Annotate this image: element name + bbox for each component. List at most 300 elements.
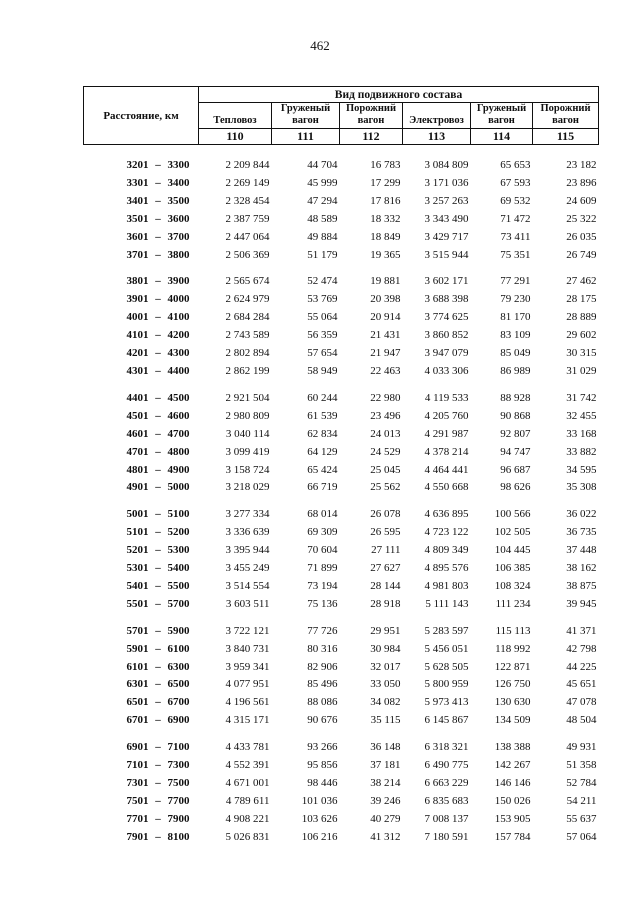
distance-range-cell [84,229,199,247]
tariff-value-cell: 3 343 490 [424,212,469,225]
tariff-value-cell: 54 211 [566,794,597,807]
distance-to: 3600 [167,212,190,225]
distance-to: 4900 [167,463,190,476]
tariff-value-cell: 77 291 [500,275,531,288]
table-row [84,739,599,757]
tariff-value-cell: 58 949 [307,364,338,377]
distance-from: 3601 [126,230,149,243]
tariff-value-cell: 6 145 867 [424,714,469,727]
tariff-value-cell: 88 086 [307,696,338,709]
tariff-value-cell: 4 789 611 [225,794,270,807]
tariff-value-cell: 32 455 [566,409,597,422]
tariff-value-cell: 35 115 [370,714,401,727]
table-row [84,229,599,247]
table-row [84,524,599,542]
distance-to: 7300 [167,759,190,772]
tariff-value-cell: 3 774 625 [424,311,469,324]
table-row [84,694,599,712]
tariff-value-cell: 24 013 [370,427,401,440]
distance-from: 5301 [126,562,149,575]
distance-from: 7901 [126,830,149,843]
tariff-value-cell: 2 862 199 [225,364,270,377]
tariff-value-cell: 96 687 [500,463,531,476]
table-header [84,87,599,145]
range-dash: – [155,275,161,288]
distance-to: 5700 [167,597,190,610]
tariff-value-cell: 4 315 171 [225,714,270,727]
column-header-name: Груженый вагон [272,103,340,129]
tariff-value-cell: 20 398 [370,293,401,306]
distance-range-cell [84,390,199,408]
page-number: 462 [310,38,330,53]
distance-to: 4700 [167,427,190,440]
table-row [84,273,599,291]
table-row [84,641,599,659]
tariff-value-cell: 26 749 [566,248,597,261]
tariff-value-cell: 2 565 674 [225,275,270,288]
table-row [84,247,599,265]
distance-range-cell [84,560,199,578]
tariff-value-cell: 90 676 [307,714,338,727]
tariff-value-cell: 3 514 554 [225,579,270,592]
table-row [84,390,599,408]
table-row [84,542,599,560]
table-row [84,444,599,462]
tariff-value-cell: 4 378 214 [424,445,469,458]
tariff-value-cell: 19 365 [370,248,401,261]
distance-from: 5701 [126,624,149,637]
distance-from: 3501 [126,212,149,225]
tariff-value-cell: 7 180 591 [424,830,469,843]
tariff-value-cell: 52 474 [307,275,338,288]
tariff-value-cell: 36 735 [566,526,597,539]
distance-from: 4001 [126,311,149,324]
distance-to: 3700 [167,230,190,243]
tariff-value-cell: 21 947 [370,347,401,360]
tariff-value-cell: 69 309 [307,526,338,539]
tariff-value-cell: 3 688 398 [424,293,469,306]
distance-from: 5901 [126,642,149,655]
tariff-value-cell: 51 179 [307,248,338,261]
distance-to: 4500 [167,391,190,404]
distance-from: 4201 [126,347,149,360]
column-header-code: 114 [471,129,533,145]
distance-from: 4301 [126,364,149,377]
tariff-value-cell: 27 111 [371,544,401,557]
tariff-value-cell: 17 299 [370,176,401,189]
table-row [84,596,599,614]
range-dash: – [155,293,161,306]
tariff-value-cell: 7 008 137 [424,812,469,825]
tariff-value-cell: 61 539 [307,409,338,422]
range-dash: – [155,794,161,807]
distance-to: 5100 [167,508,190,521]
tariff-value-cell: 111 234 [495,597,531,610]
distance-to: 6900 [167,714,190,727]
tariff-table [83,86,599,847]
tariff-value-cell: 77 726 [307,624,338,637]
spacer-cell [84,381,599,390]
tariff-value-cell: 39 246 [370,794,401,807]
tariff-value-cell: 27 462 [566,275,597,288]
group-spacer [84,145,599,158]
group-spacer [84,381,599,390]
tariff-value-cell: 146 146 [494,777,531,789]
distance-to: 6300 [167,660,190,673]
spacer-cell [84,614,599,623]
tariff-value-cell: 36 022 [566,508,597,521]
spacer-cell [84,497,599,506]
distance-from: 7301 [126,777,149,789]
distance-to: 3900 [167,275,190,288]
tariff-value-cell: 5 026 831 [225,830,270,843]
tariff-value-cell: 25 322 [566,212,597,225]
range-dash: – [155,579,161,592]
distance-from: 4801 [126,463,149,476]
distance-range-cell [84,676,199,694]
distance-to: 5300 [167,544,190,557]
group-spacer [84,264,599,273]
table-row [84,712,599,730]
tariff-value-cell: 6 835 683 [424,794,469,807]
distance-from: 4501 [126,409,149,422]
distance-to: 3300 [167,159,190,171]
distance-range-cell [84,578,199,596]
range-dash: – [155,759,161,772]
distance-from: 3801 [126,275,149,288]
tariff-value-cell: 49 884 [307,230,338,243]
tariff-value-cell: 35 308 [566,481,597,494]
range-dash: – [155,391,161,404]
range-dash: – [155,696,161,709]
table-row [84,811,599,829]
tariff-value-cell: 38 162 [566,562,597,575]
tariff-value-cell: 3 218 029 [225,481,270,494]
tariff-value-cell: 28 144 [370,579,401,592]
spacer-cell [84,730,599,739]
range-dash: – [155,347,161,360]
tariff-value-cell: 48 504 [566,714,597,727]
range-dash: – [155,526,161,539]
tariff-value-cell: 65 424 [307,463,338,476]
distance-from: 5501 [126,597,149,610]
tariff-value-cell: 38 875 [566,579,597,592]
tariff-value-cell: 80 316 [307,642,338,655]
tariff-value-cell: 100 566 [494,508,531,521]
table-row [84,309,599,327]
range-dash: – [155,830,161,843]
tariff-value-cell: 5 800 959 [424,678,469,691]
column-header-code: 112 [340,129,403,145]
tariff-value-cell: 4 205 760 [424,409,469,422]
tariff-value-cell: 3 257 263 [424,194,469,207]
distance-from: 5001 [126,508,149,521]
tariff-value-cell: 106 385 [494,562,531,575]
tariff-value-cell: 4 033 306 [424,364,469,377]
distance-column-header: Расстояние, км [84,87,199,145]
column-header-code: 113 [403,129,471,145]
distance-range-cell [84,829,199,847]
range-dash: – [155,311,161,324]
tariff-value-cell: 26 078 [370,508,401,521]
range-dash: – [155,481,161,494]
rolling-stock-type-header: Вид подвижного состава [199,87,599,103]
tariff-value-cell: 53 769 [307,293,338,306]
distance-from: 3301 [126,176,149,189]
table-row [84,211,599,229]
tariff-value-cell: 4 550 668 [424,481,469,494]
tariff-value-cell: 4 981 803 [424,579,469,592]
distance-from: 6301 [126,678,149,691]
tariff-value-cell: 29 602 [566,329,597,342]
tariff-value-cell: 18 332 [370,212,401,225]
tariff-value-cell: 5 456 051 [424,642,469,655]
distance-from: 7501 [126,794,149,807]
tariff-value-cell: 21 431 [370,329,401,342]
tariff-value-cell: 52 784 [566,777,597,789]
table-row [84,506,599,524]
tariff-value-cell: 102 505 [494,526,531,539]
distance-to: 6100 [167,642,190,655]
tariff-value-cell: 3 158 724 [225,463,270,476]
distance-range-cell [84,345,199,363]
tariff-value-cell: 2 328 454 [225,194,270,207]
tariff-value-cell: 6 490 775 [424,759,469,772]
tariff-value-cell: 3 395 944 [225,544,270,557]
table-row [84,829,599,847]
range-dash: – [155,194,161,207]
distance-to: 5500 [167,579,190,592]
distance-to: 6700 [167,696,190,709]
column-header-name: Электровоз [403,103,471,129]
table-row [84,426,599,444]
tariff-value-cell: 3 455 249 [225,562,270,575]
tariff-value-cell: 5 283 597 [424,624,469,637]
tariff-value-cell: 108 324 [494,579,531,592]
range-dash: – [155,714,161,727]
tariff-value-cell: 44 225 [566,660,597,673]
tariff-value-cell: 40 279 [370,812,401,825]
range-dash: – [155,660,161,673]
tariff-value-cell: 27 627 [370,562,401,575]
tariff-value-cell: 3 860 852 [424,329,469,342]
tariff-value-cell: 23 496 [370,409,401,422]
range-dash: – [155,812,161,825]
distance-to: 7700 [167,794,190,807]
tariff-value-cell: 88 928 [500,391,531,404]
table-row [84,793,599,811]
range-dash: – [155,678,161,691]
tariff-value-cell: 4 119 533 [424,391,469,404]
spacer-cell [84,264,599,273]
tariff-value-cell: 90 868 [500,409,531,422]
tariff-value-cell: 20 914 [370,311,401,324]
tariff-value-cell: 70 604 [307,544,338,557]
distance-from: 6701 [126,714,149,727]
range-dash: – [155,230,161,243]
tariff-value-cell: 51 358 [566,759,597,772]
tariff-value-cell: 22 980 [370,391,401,404]
range-dash: – [155,741,161,754]
tariff-value-cell: 85 496 [307,678,338,691]
tariff-value-cell: 3 603 511 [225,597,270,610]
tariff-value-cell: 2 980 809 [225,409,270,422]
tariff-value-cell: 3 277 334 [225,508,270,521]
column-header-name: Порожний вагон [340,103,403,129]
column-header-name: Тепловоз [199,103,272,129]
distance-range-cell [84,659,199,677]
tariff-value-cell: 2 624 979 [225,293,270,306]
column-header-code: 115 [533,129,599,145]
tariff-value-cell: 3 515 944 [424,248,469,261]
distance-range-cell [84,775,199,793]
tariff-value-cell: 3 099 419 [225,445,270,458]
table-row [84,578,599,596]
distance-range-cell [84,408,199,426]
tariff-value-cell: 4 552 391 [225,759,270,772]
group-spacer [84,497,599,506]
tariff-value-cell: 25 045 [370,463,401,476]
distance-from: 4701 [126,445,149,458]
distance-to: 7100 [167,741,190,754]
distance-range-cell [84,327,199,345]
tariff-value-cell: 37 181 [370,759,401,772]
tariff-value-cell: 69 532 [500,194,531,207]
tariff-value-cell: 23 182 [566,159,597,171]
tariff-value-cell: 67 593 [500,176,531,189]
group-spacer [84,614,599,623]
tariff-value-cell: 79 230 [500,293,531,306]
table-row [84,363,599,381]
distance-range-cell [84,193,199,211]
distance-to: 7500 [167,777,190,789]
distance-range-cell [84,211,199,229]
tariff-value-cell: 66 719 [307,481,338,494]
tariff-value-cell: 56 359 [307,329,338,342]
tariff-value-cell: 5 628 505 [424,660,469,673]
distance-to: 5200 [167,526,190,539]
distance-range-cell [84,363,199,381]
tariff-value-cell: 104 445 [494,544,531,557]
tariff-value-cell: 75 136 [307,597,338,610]
table-row [84,291,599,309]
tariff-value-cell: 4 433 781 [225,741,270,754]
distance-from: 5201 [126,544,149,557]
tariff-value-cell: 28 175 [566,293,597,306]
tariff-value-cell: 2 269 149 [225,176,270,189]
tariff-value-cell: 4 908 221 [225,812,270,825]
tariff-value-cell: 31 029 [566,364,597,377]
tariff-value-cell: 64 129 [307,445,338,458]
tariff-value-cell: 115 113 [495,624,531,637]
table-row [84,659,599,677]
tariff-value-cell: 22 463 [370,364,401,377]
tariff-value-cell: 26 035 [566,230,597,243]
tariff-value-cell: 32 017 [370,660,401,673]
tariff-value-cell: 6 663 229 [424,777,469,789]
distance-range-cell [84,462,199,480]
distance-to: 4000 [167,293,190,306]
range-dash: – [155,212,161,225]
tariff-value-cell: 73 194 [307,579,338,592]
tariff-value-cell: 85 049 [500,347,531,360]
tariff-value-cell: 41 312 [370,830,401,843]
distance-range-cell [84,542,199,560]
tariff-value-cell: 18 849 [370,230,401,243]
tariff-value-cell: 3 336 639 [225,526,270,539]
tariff-value-cell: 45 651 [566,678,597,691]
tariff-value-cell: 30 315 [566,347,597,360]
distance-from: 3401 [126,194,149,207]
distance-range-cell [84,426,199,444]
tariff-value-cell: 4 636 895 [424,508,469,521]
tariff-value-cell: 34 595 [566,463,597,476]
distance-from: 3701 [126,248,149,261]
distance-range-cell [84,793,199,811]
tariff-value-cell: 2 921 504 [225,391,270,404]
range-dash: – [155,159,161,171]
table-row [84,462,599,480]
tariff-value-cell: 82 906 [307,660,338,673]
tariff-value-cell: 75 351 [500,248,531,261]
range-dash: – [155,329,161,342]
distance-from: 7101 [126,759,149,772]
tariff-value-cell: 3 840 731 [225,642,270,655]
distance-from: 3201 [126,159,149,171]
distance-range-cell [84,623,199,641]
distance-to: 4800 [167,445,190,458]
range-dash: – [155,248,161,261]
range-dash: – [155,409,161,422]
distance-from: 5401 [126,579,149,592]
distance-range-cell [84,596,199,614]
tariff-value-cell: 2 209 844 [225,159,270,171]
distance-to: 4200 [167,329,190,342]
column-header-name: Груженый вагон [471,103,533,129]
tariff-value-cell: 2 506 369 [225,248,270,261]
tariff-value-cell: 68 014 [307,508,338,521]
distance-to: 7900 [167,812,190,825]
tariff-value-cell: 94 747 [500,445,531,458]
tariff-value-cell: 2 684 284 [225,311,270,324]
distance-range-cell [84,444,199,462]
tariff-value-cell: 28 889 [566,311,597,324]
tariff-value-cell: 118 992 [495,642,531,655]
range-dash: – [155,463,161,476]
tariff-value-cell: 33 050 [370,678,401,691]
distance-to: 6500 [167,678,190,691]
distance-range-cell [84,811,199,829]
tariff-value-cell: 3 947 079 [424,347,469,360]
tariff-value-cell: 2 743 589 [225,329,270,342]
range-dash: – [155,176,161,189]
tariff-value-cell: 4 464 441 [424,463,469,476]
tariff-value-cell: 34 082 [370,696,401,709]
tariff-value-cell: 2 447 064 [225,230,270,243]
table-row [84,560,599,578]
tariff-value-cell: 24 529 [370,445,401,458]
distance-range-cell [84,506,199,524]
table-row [84,775,599,793]
column-header-code: 110 [199,129,272,145]
distance-to: 3400 [167,176,190,189]
table-row [84,157,599,175]
tariff-value-cell: 25 562 [370,481,401,494]
tariff-value-cell: 122 871 [494,660,531,673]
distance-from: 4401 [126,391,149,404]
distance-to: 4300 [167,347,190,360]
distance-range-cell [84,757,199,775]
